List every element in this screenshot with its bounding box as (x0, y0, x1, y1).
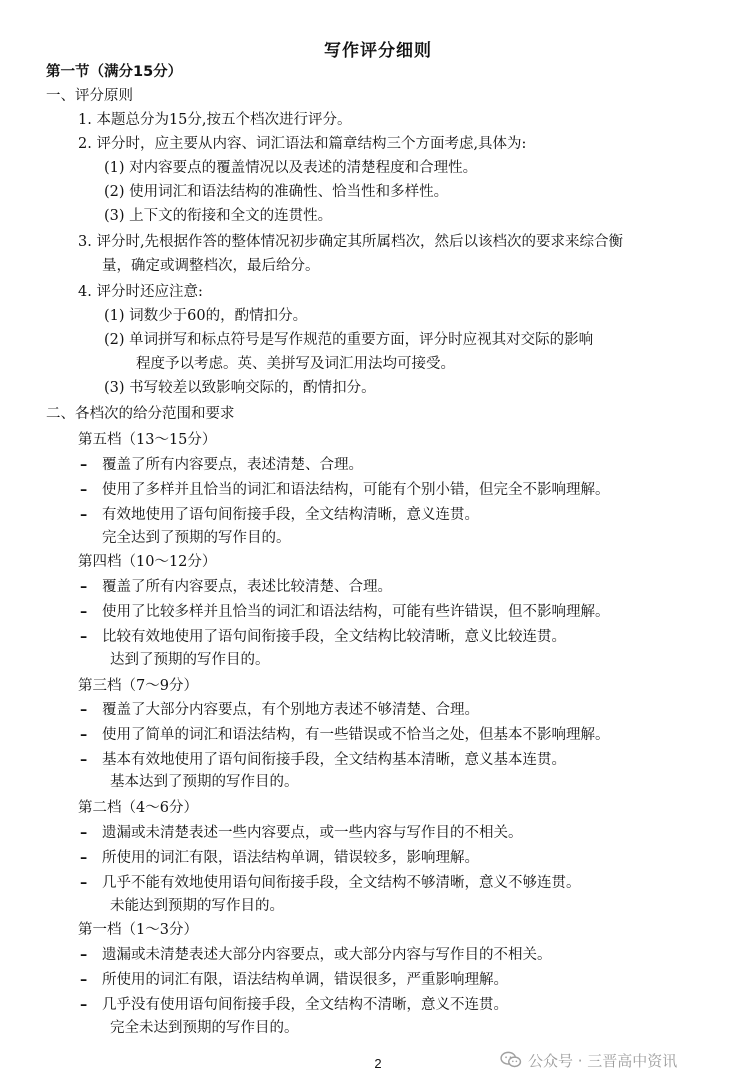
dash-marker: – (80, 628, 88, 645)
tier5-bullet-1: – 覆盖了所有内容要点，表述清楚、合理。 (80, 456, 363, 473)
dash-marker: – (80, 506, 88, 523)
page-number: 2 (374, 1056, 382, 1071)
tier4-summary: 达到了预期的写作目的。 (110, 652, 270, 668)
dash-marker: – (80, 603, 88, 620)
tier3-bullet-3: – 基本有效地使用了语句间衔接手段，全文结构基本清晰，意义基本连贯。 (80, 751, 566, 768)
dash-marker: – (80, 946, 88, 963)
watermark (500, 1048, 677, 1072)
tier5-bullet-2: – 使用了多样并且恰当的词汇和语法结构，可能有个别小错，但完全不影响理解。 (80, 481, 610, 498)
dash-marker: – (80, 578, 88, 595)
rule-item-4-sub-2-line-2: 程度予以考虑。英、美拼写及词汇用法均可接受。 (136, 356, 455, 372)
tier2-heading: 第二档（4～6分） (78, 800, 198, 816)
tier4-bullet-1: – 覆盖了所有内容要点，表述比较清楚、合理。 (80, 578, 392, 595)
rule-item-2-sub-3: (3) 上下文的衔接和全文的连贯性。 (104, 208, 333, 224)
rule-item-4-sub-3: (3) 书写较差以致影响交际的，酌情扣分。 (104, 380, 376, 396)
tier3-bullet-1: – 覆盖了大部分内容要点，有个别地方表述不够清楚、合理。 (80, 701, 479, 718)
tier3-bullet-2: – 使用了简单的词汇和语法结构，有一些错误或不恰当之处，但基本不影响理解。 (80, 726, 610, 743)
rule-item-2-sub-2: (2) 使用词汇和语法结构的准确性、恰当性和多样性。 (104, 184, 449, 200)
tier3-heading: 第三档（7～9分） (78, 678, 198, 694)
dash-marker: – (80, 824, 88, 841)
dash-marker: – (80, 971, 88, 988)
dash-marker: – (80, 701, 88, 718)
rule-item-2-sub-1: (1) 对内容要点的覆盖情况以及表述的清楚程度和合理性。 (104, 160, 478, 176)
watermark-text: 公众号 · 三晋高中资讯 (528, 1051, 678, 1070)
dash-marker: – (80, 481, 88, 498)
tier5-heading: 第五档（13～15分） (78, 432, 217, 448)
tier2-summary: 未能达到预期的写作目的。 (110, 898, 284, 914)
tier1-summary: 完全未达到预期的写作目的。 (110, 1020, 299, 1036)
dash-marker: – (80, 874, 88, 891)
rule-item-4-sub-1: (1) 词数少于60的，酌情扣分。 (104, 308, 308, 324)
dash-marker: – (80, 751, 88, 768)
rule-item-4-sub-2-line-1: (2) 单词拼写和标点符号是写作规范的重要方面，评分时应视其对交际的影响 (104, 332, 594, 348)
tier2-bullet-1: – 遗漏或未清楚表述一些内容要点，或一些内容与写作目的不相关。 (80, 824, 523, 841)
part1-heading: 一、评分原则 (46, 88, 133, 104)
part2-heading: 二、各档次的给分范围和要求 (46, 406, 235, 422)
rule-item-3-line-1: 3. 评分时,先根据作答的整体情况初步确定其所属档次，然后以该档次的要求来综合衡 (78, 234, 624, 250)
tier5-bullet-3: – 有效地使用了语句间衔接手段，全文结构清晰，意义连贯。 (80, 506, 479, 523)
document-title: 写作评分细则 (324, 41, 432, 61)
dash-marker: – (80, 849, 88, 866)
section-heading: 第一节（满分15分） (46, 64, 183, 80)
tier1-bullet-2: – 所使用的词汇有限，语法结构单调，错误很多，严重影响理解。 (80, 971, 508, 988)
tier4-heading: 第四档（10～12分） (78, 554, 217, 570)
tier1-heading: 第一档（1～3分） (78, 922, 198, 938)
tier1-bullet-3: – 几乎没有使用语句间衔接手段，全文结构不清晰，意义不连贯。 (80, 996, 508, 1013)
rule-item-2: 2. 评分时，应主要从内容、词汇语法和篇章结构三个方面考虑,具体为: (78, 136, 527, 152)
tier5-summary: 完全达到了预期的写作目的。 (102, 530, 291, 546)
dash-marker: – (80, 456, 88, 473)
rule-item-3-line-2: 量，确定或调整档次，最后给分。 (102, 258, 320, 274)
tier1-bullet-1: – 遗漏或未清楚表述大部分内容要点，或大部分内容与写作目的不相关。 (80, 946, 552, 963)
wechat-icon (500, 1051, 522, 1069)
rule-item-4: 4. 评分时还应注意: (78, 284, 203, 300)
tier2-bullet-2: – 所使用的词汇有限，语法结构单调，错误较多，影响理解。 (80, 849, 479, 866)
tier4-bullet-3: – 比较有效地使用了语句间衔接手段，全文结构比较清晰，意义比较连贯。 (80, 628, 566, 645)
rule-item-1: 1. 本题总分为15分,按五个档次进行评分。 (78, 112, 352, 128)
tier3-summary: 基本达到了预期的写作目的。 (110, 774, 299, 790)
dash-marker: – (80, 726, 88, 743)
dash-marker: – (80, 996, 88, 1013)
tier4-bullet-2: – 使用了比较多样并且恰当的词汇和语法结构，可能有些许错误，但不影响理解。 (80, 603, 610, 620)
tier2-bullet-3: – 几乎不能有效地使用语句间衔接手段，全文结构不够清晰，意义不够连贯。 (80, 874, 581, 891)
